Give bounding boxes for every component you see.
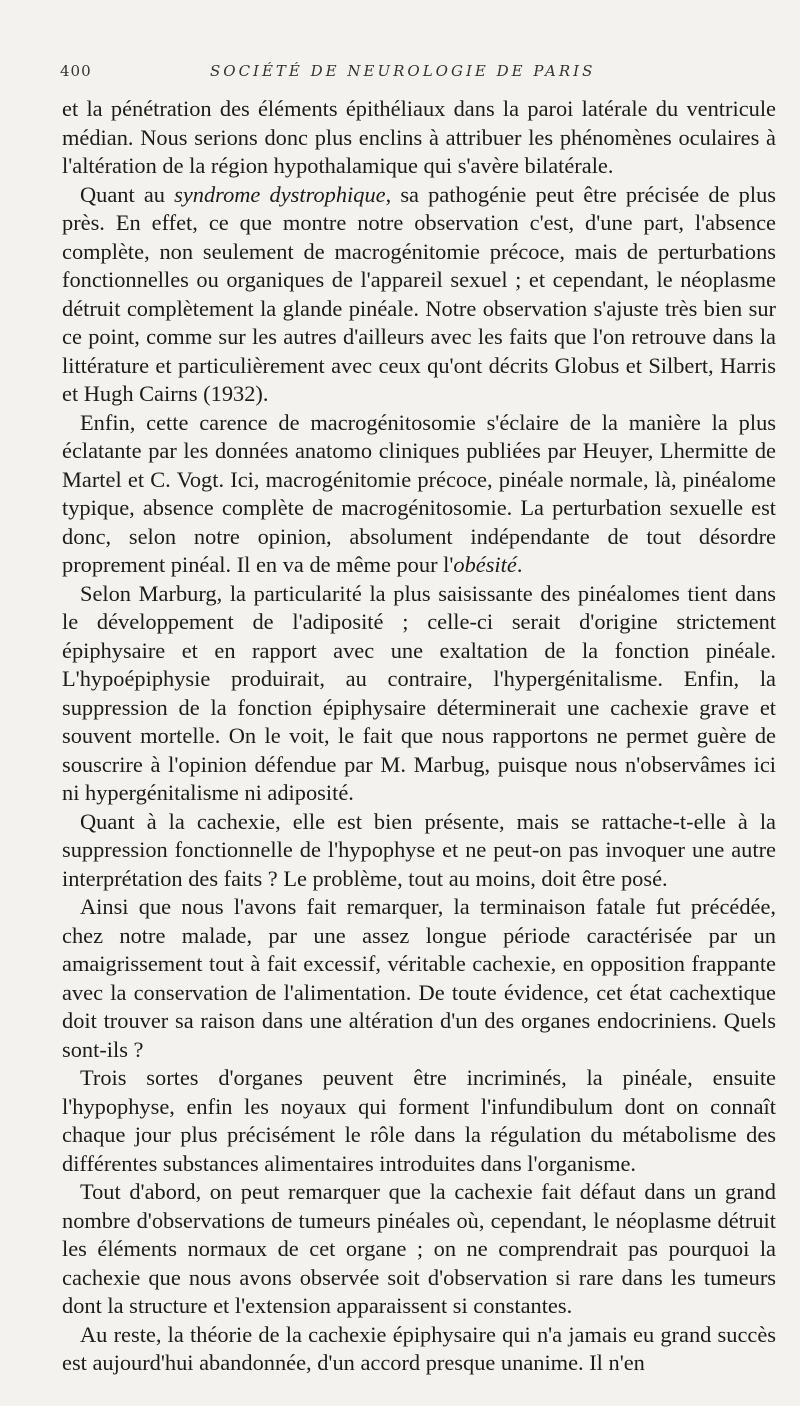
paragraph-text-cont: .: [516, 552, 523, 577]
paragraph-2: [62, 181, 776, 409]
paragraph-text: Tout d'abord, on peut remarquer que la cachexie fait défaut dans un grand nombre d'observations de tumeurs pinéales où, cependant, le néoplasme détruit les éléments normaux de cet organe ; on ne comprendrait pas pourquoi la cachexie que nous avons observée soit d'observation si rare dans les tumeurs dont la structure et l'extension apparaissent si constantes.: [62, 1179, 776, 1318]
paragraph-4: [62, 580, 776, 808]
paragraph-text: Ainsi que nous l'avons fait remarquer, la terminaison fatale fut précédée, chez notre malade, par une assez longue période caractérisée par un amaigrissement tout à fait excessif, véritable cachexie, en opposition frappante avec la conservation de l'alimentation. De toute évidence, cet état cachextique doit trouver sa raison dans une altération d'un des organes endocriniens. Quels sont-ils ?: [62, 894, 776, 1062]
paragraph-8: [62, 1178, 776, 1321]
paragraph-5: [62, 808, 776, 894]
page-number: 400: [60, 62, 92, 80]
paragraph-9: [62, 1321, 776, 1378]
journal-title: SOCIÉTÉ DE NEUROLOGIE DE PARIS: [210, 62, 596, 80]
italic-term: syndrome dystrophique: [174, 181, 386, 207]
paragraph-7: [62, 1064, 776, 1178]
paragraph-3: [62, 409, 776, 580]
running-head: [60, 62, 760, 86]
body-text: [62, 95, 776, 1378]
paragraph-1: [62, 95, 776, 181]
paragraph-text: et la pénétration des éléments épithéliaux dans la paroi latérale du ventricule médian. Nous serions donc plus enclins à attribuer les phénomènes oculaires à l'altération de la région hypothalamique qui s'avère bilatérale.: [62, 96, 776, 178]
paragraph-text: Quant au: [80, 181, 175, 207]
paragraph-text: Selon Marburg, la particularité la plus saisissante des pinéalomes tient dans le développement de l'adiposité ; celle-ci serait d'origine strictement épiphysaire et en rapport avec une exaltation de la fonction pinéale. L'hypoépiphysie produirait, au contraire, l'hypergénitalisme. Enfin, la suppression de la fonction épiphysaire déterminerait une cachexie grave et souvent mortelle. On le voit, le fait que nous rapportons ne permet guère de souscrire à l'opinion défendue par M. Marbug, puisque nous n'observâmes ici ni hypergénitalisme ni adiposité.: [62, 580, 776, 805]
paragraph-text: Au reste, la théorie de la cachexie épiphysaire qui n'a jamais eu grand succès est aujourd'hui abandonnée, d'un accord presque unanime. Il n'en: [62, 1321, 776, 1375]
paragraph-6: [62, 893, 776, 1064]
paragraph-text: Enfin, cette carence de macrogénitosomie s'éclaire de la manière la plus éclatante par les données anatomo cliniques publiées par Heuyer, Lhermitte de Martel et C. Vogt. Ici, macrogénitomie précoce, pinéale normale, là, pinéalome typique, absence complète de macrogénitosomie. La perturbation sexuelle est donc, selon notre opinion, absolument indépendante de tout désordre proprement pinéal. Il en va de même pour l': [62, 409, 776, 577]
paragraph-text-cont: , sa pathogénie peut être précisée de plus près. En effet, ce que montre notre observation c'est, d'une part, l'absence complète, non seulement de macrogénitomie précoce, mais de perturbations fonctionnelles ou organiques de l'appareil sexuel ; et cependant, le néoplasme détruit complètement la glande pinéale. Notre observation s'ajuste très bien sur ce point, comme sur les autres d'ailleurs avec les faits que l'on retrouve dans la littérature et particulièrement avec ceux qu'ont décrits Globus et Silbert, Harris et Hugh Cairns (1932).: [62, 181, 776, 406]
italic-term: obésité: [453, 552, 517, 577]
paragraph-text: Quant à la cachexie, elle est bien présente, mais se rattache-t-elle à la suppression fonctionnelle de l'hypophyse et ne peut-on pas invoquer une autre interprétation des faits ? Le problème, tout au moins, doit être posé.: [62, 808, 776, 891]
paragraph-text: Trois sortes d'organes peuvent être incriminés, la pinéale, ensuite l'hypophyse, enfin les noyaux qui forment l'infundibulum dont on connaît chaque jour plus précisément le rôle dans la régulation du métabolisme des différentes substances alimentaires introduites dans l'organisme.: [62, 1065, 776, 1176]
